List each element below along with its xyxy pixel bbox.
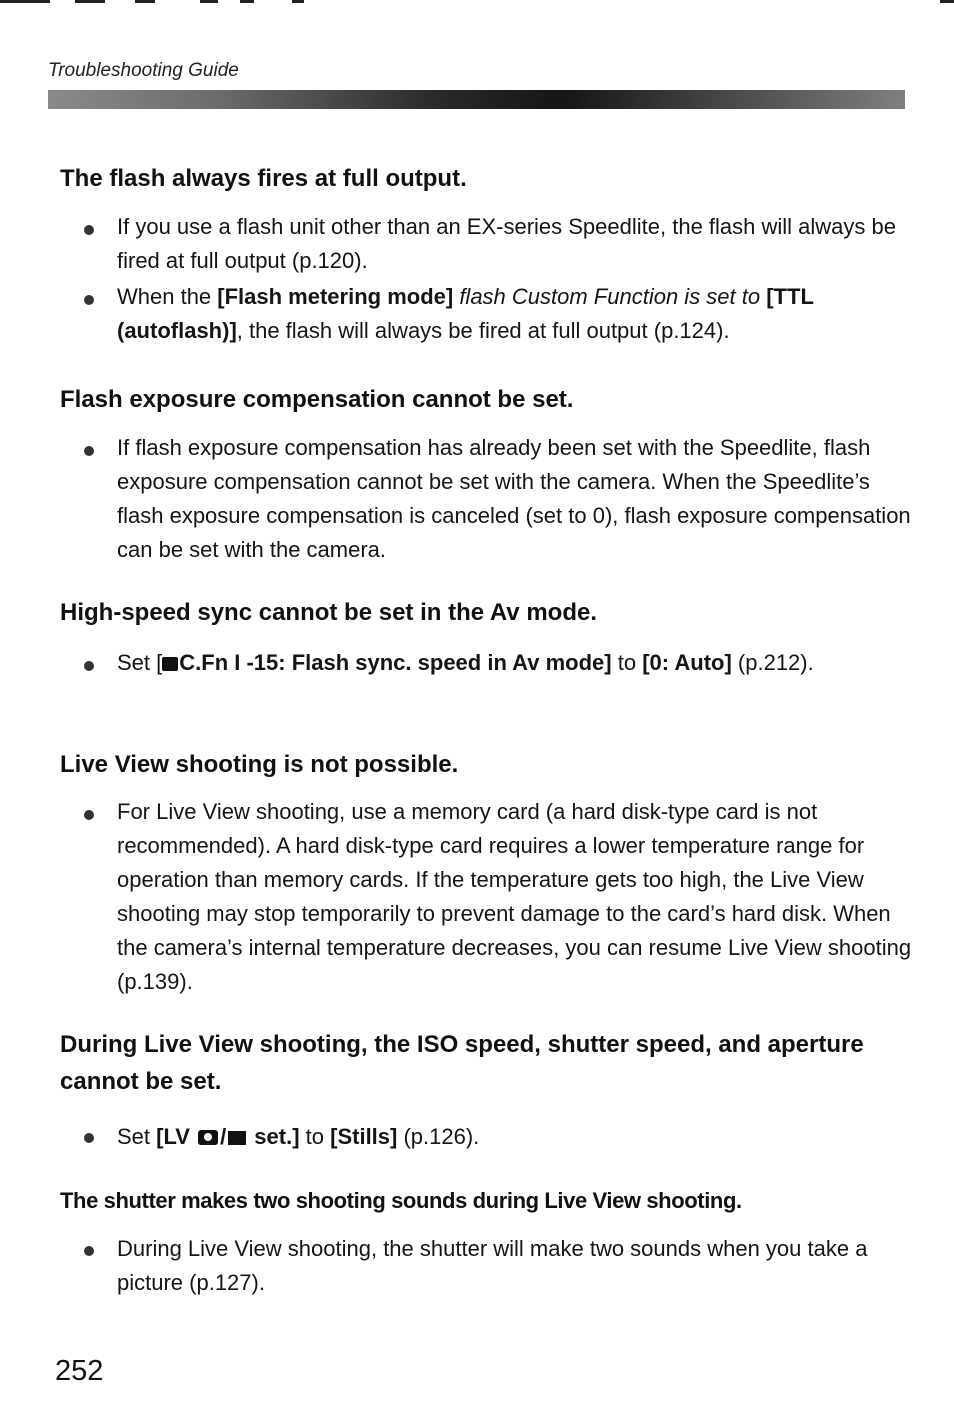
section-heading-two-shutter-sounds: The shutter makes two shooting sounds during Live View shooting. bbox=[60, 1188, 742, 1213]
section-6-bullet-1: During Live View shooting, the shutter will make two sounds when you take a picture (p.127). bbox=[117, 1236, 868, 1295]
custom-function-icon bbox=[162, 657, 178, 671]
bullet-icon bbox=[84, 1133, 94, 1143]
camera-icon bbox=[198, 1130, 218, 1145]
header-rule bbox=[48, 90, 905, 109]
section-1-bullet-2: When the [Flash metering mode] flash Custom Function is set to [TTL (autoflash)], the flash will always be fired at full output (p.124). bbox=[117, 284, 814, 343]
bullet-icon bbox=[84, 446, 94, 456]
section-heading-high-speed-sync: High-speed sync cannot be set in the Av mode. bbox=[60, 599, 597, 626]
page-number: 252 bbox=[55, 1355, 104, 1387]
top-edge-marks bbox=[0, 0, 954, 6]
bullet-icon bbox=[84, 810, 94, 820]
running-header: Troubleshooting Guide bbox=[48, 60, 239, 81]
section-heading-flash-exposure-comp: Flash exposure compensation cannot be set. bbox=[60, 386, 574, 413]
section-1-bullet-1: If you use a flash unit other than an EX-series Speedlite, the flash will always be fired at full output (p.120). bbox=[117, 214, 896, 273]
section-heading-flash-full-output: The flash always fires at full output. bbox=[60, 165, 467, 192]
bullet-icon bbox=[84, 295, 94, 305]
movie-icon bbox=[228, 1131, 246, 1145]
section-heading-live-view-settings: During Live View shooting, the ISO speed, shutter speed, and aperture cannot be set. bbox=[60, 1031, 864, 1095]
bullet-icon bbox=[84, 225, 94, 235]
section-4-bullet-1: For Live View shooting, use a memory card (a hard disk-type card is not recommended). A hard disk-type card requires a lower temperature range for operation than memory cards. If the temperature gets too high, the Live View shooting may stop temporarily to prevent damage to the card’s hard disk. When the camera’s internal temperature decreases, you can resume Live View shooting (p.139). bbox=[117, 799, 912, 994]
section-heading-live-view-not-possible: Live View shooting is not possible. bbox=[60, 751, 459, 778]
section-2-bullet-1: If flash exposure compensation has already been set with the Speedlite, flash exposure compensation cannot be set with the camera. When the Speedlite’s flash exposure compensation is canceled (set to 0), flash exposure compensation can be set with the camera. bbox=[117, 435, 911, 562]
bullet-icon bbox=[84, 661, 94, 671]
section-5-bullet-1: Set [LV / set.] to [Stills] (p.126). bbox=[117, 1124, 480, 1149]
section-3-bullet-1: Set [ C.Fn I -15: Flash sync. speed in Av mode] to [0: Auto] (p.212). bbox=[117, 650, 814, 675]
bullet-icon bbox=[84, 1246, 94, 1256]
